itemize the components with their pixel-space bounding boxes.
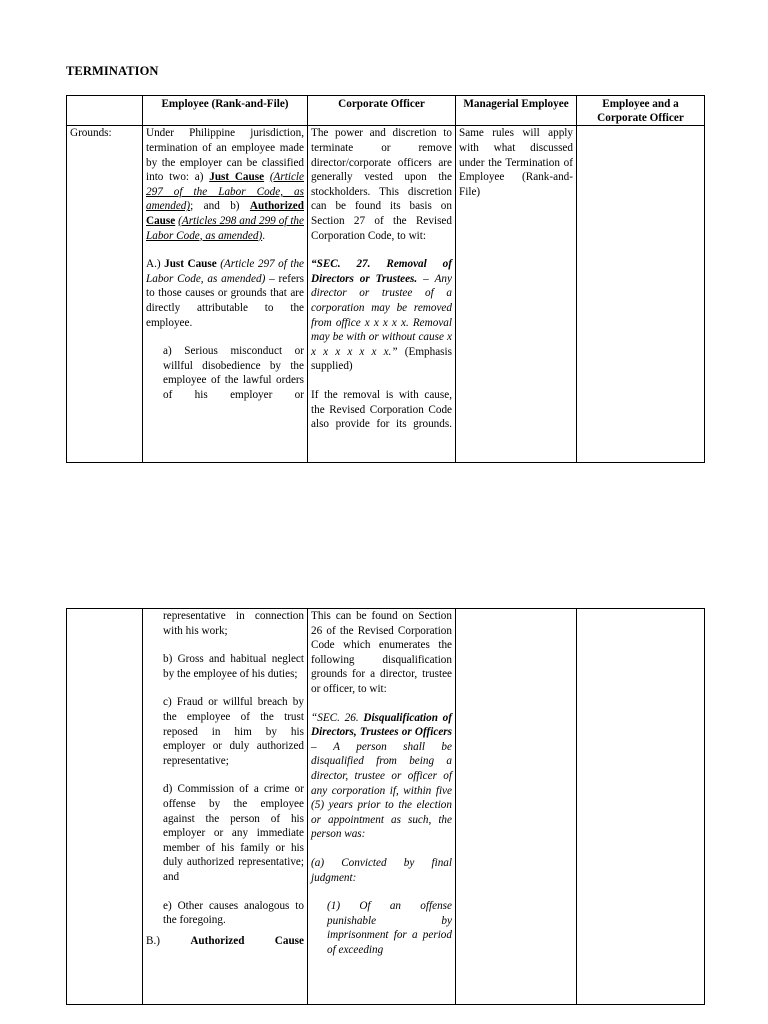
dash: – (417, 272, 435, 285)
header-employee: Employee (Rank-and-File) (143, 96, 308, 126)
just-cause-definition (146, 257, 304, 330)
header-managerial-employee: Managerial Employee (456, 96, 577, 126)
sec26-intro: This can be found on Section 26 of the Revised Corporation Code which enumerates the following disqualification grounds for a director, trustee or officer, to wit: (311, 610, 452, 695)
sec27-title: “SEC. 27. Removal of Directors or Trustees. (311, 258, 452, 285)
article-298-299-ref: (Articles 298 and 299 of the Labor Code, as amended) (146, 214, 304, 242)
authorized-cause-term: Authorized Cause (190, 934, 304, 947)
dash: – (311, 740, 334, 753)
ground-e: e) Other causes analogous to the foregoing. (163, 899, 304, 927)
header-blank (67, 96, 143, 126)
table-header-row (67, 96, 705, 126)
sec26-item-a1: (1) Of an offense punishable by imprisonment for a period of exceeding (327, 900, 452, 956)
definition-text: – refers to those causes or grounds that are directly attributable to the employee. (146, 272, 304, 329)
row-label: Grounds: (67, 126, 143, 463)
managerial-cell: Same rules will apply with what discussed under the Termination of Employee (Rank-and-File) (456, 126, 577, 463)
employee-cell (143, 126, 308, 463)
header-corporate-officer: Corporate Officer (308, 96, 456, 126)
just-cause-term: Just Cause (209, 171, 265, 184)
ground-a-continued: representative in connection with his work; (163, 610, 304, 637)
employee-officer-cell (577, 609, 705, 1005)
authorized-cause-term: Authorized Cause (146, 200, 304, 227)
sec26-item-a: (a) Convicted by final judgment: (311, 856, 452, 884)
sec26-body: A person shall be disqualified from being a director, trustee or officer of any corporation if, within five (5) years prior to the election or appointment as such, the person was: (311, 740, 452, 841)
sec26-number: “SEC. 26. (311, 711, 359, 724)
intro-text: Under Philippine jurisdiction, termination of an employee made by the employer can be classified into two: a) (146, 127, 304, 184)
termination-table-page1 (66, 95, 705, 463)
sec26-quote (311, 711, 452, 842)
sec26-title: Disqualification of Directors, Trustees or Officers (311, 711, 452, 739)
page-heading: TERMINATION (66, 64, 159, 78)
article-297-ref: (Article 297 of the Labor Code, as amended) (146, 171, 304, 213)
ground-d: d) Commission of a crime or offense by the employee against the person of his employer or any immediate member of his family or his duly authorized representative; and (163, 783, 304, 883)
officer-cell (308, 609, 456, 1005)
officer-cell (308, 126, 456, 463)
intro-text-mid: ; and b) (190, 200, 250, 213)
row-label (67, 609, 143, 1005)
sec27-quote (311, 257, 452, 374)
intro-end: . (262, 229, 266, 242)
header-employee-and-officer: Employee and a Corporate Officer (577, 96, 705, 126)
ground-c: c) Fraud or willful breach by the employee of the trust reposed in him by his employer or duly authorized representative; (163, 696, 304, 767)
section-marker: A.) (146, 258, 165, 271)
ground-b: b) Gross and habitual neglect by the employee of his duties; (163, 653, 304, 680)
just-cause-heading: Just Cause (164, 258, 217, 271)
table-row (67, 609, 705, 1005)
termination-table-page2 (66, 608, 705, 1005)
ground-a: a) Serious misconduct or willful disobedience by the employee of the lawful orders of his employer or (163, 345, 304, 401)
table-row (67, 126, 705, 463)
removal-with-cause: If the removal is with cause, the Revised Corporation Code also provide for its grounds. (311, 388, 452, 431)
emphasis-note: (Emphasis supplied) (311, 345, 452, 373)
officer-intro: The power and discretion to terminate or remove director/corporate officers are generally vested upon the stockholders. This discretion can be found its basis on Section 27 of the Revised Corporation Code, to wit: (311, 127, 452, 242)
employee-officer-cell (577, 126, 705, 463)
section-marker: B.) (146, 934, 191, 947)
employee-cell (143, 609, 308, 1005)
article-ref: (Article 297 of the Labor Code, as amended) (146, 258, 305, 285)
sec27-body: Any director or trustee of a corporation may be removed from office x x x x x. Removal may be with or without cause x x x x x x x x.” (311, 272, 452, 358)
authorized-cause-heading (146, 934, 304, 949)
employee-intro (146, 126, 304, 243)
managerial-cell (456, 609, 577, 1005)
